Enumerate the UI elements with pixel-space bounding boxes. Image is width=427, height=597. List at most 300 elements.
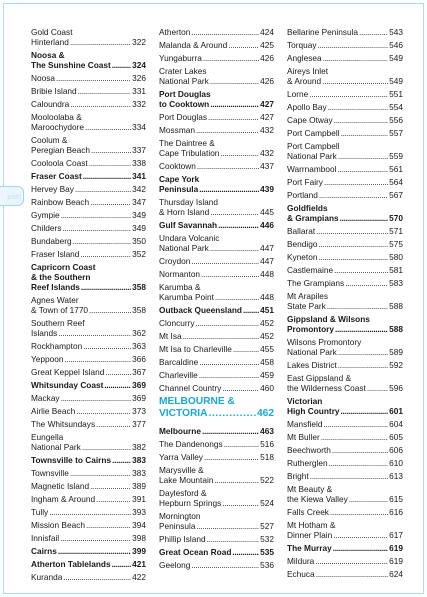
toc-entry[interactable] <box>287 40 403 50</box>
toc-entry[interactable] <box>159 488 274 508</box>
dot-leader <box>203 53 259 63</box>
toc-page-number: 524 <box>260 498 274 508</box>
toc-entry-title: Torquay <box>287 40 317 50</box>
toc-entry[interactable] <box>31 223 146 233</box>
toc-page-number: 583 <box>389 278 403 288</box>
toc-entry-title: Mildura <box>287 556 315 566</box>
toc-entry-title: Rainbow Beach <box>31 197 90 207</box>
toc-entry-title: Great Keppel Island <box>31 367 105 377</box>
toc-entry[interactable] <box>31 262 146 292</box>
toc-entry-title: Port Campbell <box>287 141 340 151</box>
dot-leader <box>345 278 388 288</box>
dot-leader <box>63 572 131 582</box>
toc-entry[interactable] <box>31 295 146 315</box>
toc-entry-title: Atherton Tablelands <box>31 559 111 569</box>
toc-page-number: 391 <box>132 494 146 504</box>
toc-entry[interactable] <box>31 406 146 416</box>
toc-page-number: 422 <box>132 572 146 582</box>
toc-entry[interactable] <box>287 520 403 540</box>
toc-entry[interactable] <box>31 520 146 530</box>
toc-entry[interactable] <box>159 452 274 462</box>
toc-entry-title: VICTORIA <box>159 408 208 419</box>
toc-page-number: 399 <box>132 546 146 556</box>
toc-entry[interactable] <box>159 161 274 171</box>
dot-leader <box>83 171 131 181</box>
toc-entry[interactable] <box>159 282 274 302</box>
dot-leader <box>73 236 132 246</box>
toc-entry[interactable] <box>287 445 403 455</box>
side-tab[interactable] <box>0 186 24 206</box>
toc-entry[interactable] <box>31 494 146 504</box>
toc-entry[interactable] <box>31 135 146 155</box>
dot-leader <box>191 256 259 266</box>
toc-page-number: 358 <box>132 282 146 292</box>
toc-entry[interactable] <box>287 569 403 579</box>
toc-entry[interactable] <box>31 468 146 478</box>
toc-page-number: 448 <box>260 269 274 279</box>
toc-page-number: 616 <box>389 507 403 517</box>
toc-entry-title: The Grampians <box>287 278 345 288</box>
dot-leader <box>62 223 131 233</box>
toc-entry-title: Crater Lakes <box>159 66 207 76</box>
dot-leader <box>327 301 388 311</box>
toc-entry-title: The Sunshine Coast <box>31 60 111 70</box>
dot-leader <box>196 521 259 531</box>
toc-entry[interactable] <box>31 481 146 491</box>
toc-page-number: 559 <box>389 151 403 161</box>
toc-entry[interactable] <box>159 138 274 158</box>
dot-leader <box>214 475 259 485</box>
dot-leader <box>183 331 260 341</box>
dot-leader <box>75 184 131 194</box>
toc-entry[interactable] <box>31 380 146 390</box>
toc-entry[interactable] <box>31 393 146 403</box>
toc-page-number: 358 <box>132 305 146 315</box>
toc-entry[interactable] <box>287 53 403 63</box>
toc-entry-title: Dinner Plain <box>287 530 333 540</box>
toc-entry-title: Coolum & <box>31 135 68 145</box>
toc-page-number: 571 <box>389 226 403 236</box>
toc-entry[interactable] <box>31 533 146 543</box>
toc-page-number: 446 <box>260 220 274 230</box>
dot-leader <box>64 354 131 364</box>
toc-entry-title: Mt Isa <box>159 331 182 341</box>
dot-leader <box>335 324 388 334</box>
toc-page-number: 601 <box>389 406 403 416</box>
toc-page-number: 619 <box>389 543 403 553</box>
toc-entry[interactable] <box>31 73 146 83</box>
dot-leader <box>321 432 388 442</box>
toc-entry-title: Noosa & <box>31 50 65 60</box>
toc-page-number: 383 <box>132 455 146 465</box>
dot-leader <box>80 249 131 259</box>
toc-column-1 <box>31 27 146 585</box>
toc-entry-title: Outback Queensland <box>159 305 242 315</box>
toc-entry[interactable] <box>31 546 146 556</box>
toc-entry-title: Melbourne <box>159 426 201 436</box>
toc-entry-title: Noosa <box>31 73 55 83</box>
toc-entry-title: Port Douglas <box>159 112 207 122</box>
dot-leader <box>367 383 388 393</box>
toc-page-number: 624 <box>389 569 403 579</box>
dot-leader <box>81 282 131 292</box>
toc-entry[interactable] <box>31 249 146 259</box>
toc-entry-title: Mansfield <box>287 419 323 429</box>
dot-leader <box>76 406 131 416</box>
dot-leader <box>315 556 388 566</box>
toc-page-number: 427 <box>260 99 274 109</box>
dot-leader <box>89 305 131 315</box>
toc-entry-title: Townsville to Cairns <box>31 455 112 465</box>
toc-entry[interactable] <box>287 278 403 288</box>
toc-entry-title: & Around <box>287 76 322 86</box>
toc-entry-title: Gold Coast <box>31 27 73 37</box>
dot-leader <box>207 534 260 544</box>
toc-entry-title: Barcaldine <box>159 357 199 367</box>
toc-entry[interactable] <box>287 164 403 174</box>
dot-leader <box>96 419 131 429</box>
toc-entry[interactable] <box>31 318 146 338</box>
dot-leader <box>222 498 259 508</box>
toc-entry[interactable] <box>287 27 403 37</box>
toc-entry-title: Cape Otway <box>287 115 333 125</box>
toc-entry-title: Fraser Island <box>31 249 80 259</box>
dot-leader <box>197 161 259 171</box>
toc-entry[interactable] <box>159 197 274 217</box>
toc-entry[interactable] <box>287 239 403 249</box>
toc-entry[interactable] <box>287 432 403 442</box>
toc-page-number: 452 <box>260 318 274 328</box>
toc-page-number: 459 <box>260 370 274 380</box>
dot-leader <box>60 533 131 543</box>
toc-entry-title: Capricorn Coast <box>31 262 96 272</box>
toc-entry[interactable] <box>31 367 146 377</box>
dot-leader <box>218 220 259 230</box>
toc-page-number: 518 <box>260 452 274 462</box>
toc-entry[interactable] <box>31 455 146 465</box>
toc-entry-title: Fraser Coast <box>31 171 82 181</box>
toc-entry[interactable] <box>287 419 403 429</box>
toc-entry-title: Peninsula <box>159 184 199 194</box>
dot-leader <box>196 318 260 328</box>
toc-entry[interactable] <box>31 236 146 246</box>
toc-page-number: 561 <box>389 164 403 174</box>
toc-entry-title: Bundaberg <box>31 236 72 246</box>
toc-entry[interactable] <box>287 484 403 504</box>
toc-entry[interactable] <box>287 252 403 262</box>
toc-page-number: 447 <box>260 256 274 266</box>
toc-entry-title: Mooloolaba & <box>31 112 82 122</box>
dot-leader <box>61 210 132 220</box>
dot-leader <box>96 494 131 504</box>
toc-entry[interactable] <box>287 507 403 517</box>
toc-page-number: 613 <box>389 471 403 481</box>
toc-entry-title: Cairns <box>31 546 57 556</box>
toc-page-number: 394 <box>132 520 146 530</box>
toc-entry-title: & Town of 1770 <box>31 305 89 315</box>
toc-entry[interactable] <box>287 226 403 236</box>
dot-leader <box>224 439 259 449</box>
toc-page-number: 551 <box>389 89 403 99</box>
toc-page-number: 326 <box>132 73 146 83</box>
toc-entry[interactable] <box>159 426 274 436</box>
dot-leader <box>318 40 389 50</box>
dot-leader <box>61 393 132 403</box>
toc-entry[interactable] <box>287 128 403 138</box>
toc-entry[interactable] <box>31 50 146 70</box>
toc-entry[interactable] <box>159 269 274 279</box>
toc-page-number: 362 <box>132 328 146 338</box>
toc-entry[interactable] <box>287 115 403 125</box>
toc-entry-title: Karumba Point <box>159 292 214 302</box>
toc-page-number: 369 <box>132 380 146 390</box>
toc-entry[interactable] <box>159 112 274 122</box>
toc-entry-title: Mackay <box>31 393 60 403</box>
toc-page-number: 615 <box>389 494 403 504</box>
toc-page-number: 610 <box>389 458 403 468</box>
toc-page-number: 522 <box>260 475 274 485</box>
toc-entry-title: Lorne <box>287 89 309 99</box>
toc-page-number: 536 <box>260 560 274 570</box>
toc-entry-title: Peninsula <box>159 521 196 531</box>
toc-entry[interactable] <box>31 27 146 47</box>
toc-entry[interactable] <box>287 203 403 223</box>
toc-entry[interactable] <box>31 572 146 582</box>
toc-page-number: 349 <box>132 210 146 220</box>
toc-page-number: 352 <box>132 249 146 259</box>
toc-page-number: 426 <box>260 76 274 86</box>
toc-entry[interactable] <box>31 171 146 181</box>
toc-entry[interactable] <box>31 184 146 194</box>
toc-entry-title: & Grampians <box>287 213 339 223</box>
toc-entry-title: Portland <box>287 190 318 200</box>
toc-page-number: 337 <box>132 145 146 155</box>
toc-entry[interactable] <box>31 210 146 220</box>
toc-entry-title: Thursday Island <box>159 197 219 207</box>
toc-entry-title: Mt Hotham & <box>287 520 336 530</box>
toc-entry[interactable] <box>287 396 403 416</box>
toc-page-number: 347 <box>132 197 146 207</box>
dot-leader <box>210 76 259 86</box>
toc-entry-title: High Country <box>287 406 340 416</box>
toc-entry-title: Port Douglas <box>159 89 211 99</box>
toc-entry[interactable] <box>31 112 146 132</box>
toc-entry-title: & the Southern <box>31 272 91 282</box>
toc-entry[interactable] <box>159 357 274 367</box>
toc-entry[interactable] <box>31 158 146 168</box>
toc-entry-title: Cape York <box>159 174 200 184</box>
toc-entry[interactable] <box>287 543 403 553</box>
toc-entry[interactable] <box>159 465 274 485</box>
toc-page-number: 350 <box>132 236 146 246</box>
toc-entry[interactable] <box>287 66 403 86</box>
dot-leader <box>222 383 259 393</box>
toc-entry[interactable] <box>159 560 274 570</box>
toc-entry[interactable] <box>31 559 146 569</box>
toc-entry-title: Promontory <box>287 324 335 334</box>
dot-leader <box>310 471 388 481</box>
toc-entry[interactable] <box>287 458 403 468</box>
toc-entry[interactable] <box>287 177 403 187</box>
dot-leader <box>232 547 259 557</box>
dot-leader <box>90 197 131 207</box>
toc-entry-title: Normanton <box>159 269 201 279</box>
toc-entry-title: to Cooktown <box>159 99 210 109</box>
toc-entry-title: Atherton <box>159 27 191 37</box>
toc-entry[interactable] <box>159 383 274 393</box>
toc-entry[interactable] <box>159 547 274 557</box>
toc-entry[interactable] <box>287 141 403 161</box>
toc-entry[interactable] <box>159 66 274 86</box>
toc-entry-title: Airlie Beach <box>31 406 76 416</box>
toc-page-number: 322 <box>132 37 146 47</box>
toc-entry[interactable] <box>287 471 403 481</box>
toc-entry[interactable] <box>159 125 274 135</box>
toc-entry-title: Charleville <box>159 370 198 380</box>
dot-leader <box>82 442 131 452</box>
toc-page-number: 377 <box>132 419 146 429</box>
dot-leader <box>89 158 131 168</box>
toc-entry[interactable] <box>159 40 274 50</box>
dot-leader <box>83 341 131 351</box>
toc-entry[interactable] <box>287 314 403 334</box>
toc-page-number: 617 <box>389 530 403 540</box>
toc-entry[interactable] <box>31 341 146 351</box>
toc-entry[interactable] <box>287 291 403 311</box>
toc-entry[interactable] <box>159 534 274 544</box>
toc-entry[interactable] <box>159 305 274 315</box>
toc-entry-title: Beechworth <box>287 445 331 455</box>
toc-entry[interactable] <box>159 27 274 37</box>
toc-entry[interactable] <box>159 89 274 109</box>
toc-entry-title: Kuranda <box>31 572 63 582</box>
toc-entry-title: Croydon <box>159 256 191 266</box>
toc-column-3 <box>287 27 403 582</box>
toc-page-number: 445 <box>260 207 274 217</box>
toc-page-number: 606 <box>389 445 403 455</box>
toc-entry-title: Mt Buller <box>287 432 320 442</box>
toc-entry-title: National Park <box>159 243 209 253</box>
toc-entry[interactable] <box>159 256 274 266</box>
dot-leader <box>359 27 388 37</box>
toc-entry-title: Anglesea <box>287 53 322 63</box>
toc-entry[interactable] <box>159 174 274 194</box>
toc-entry-title: Peregian Beach <box>31 145 91 155</box>
toc-entry[interactable] <box>287 102 403 112</box>
toc-entry[interactable] <box>159 318 274 328</box>
dot-leader <box>112 559 132 569</box>
toc-entry-title: Falls Creek <box>287 507 329 517</box>
toc-entry-title: Apollo Bay <box>287 102 327 112</box>
dot-leader <box>202 426 259 436</box>
toc-entry-title: Lake Mountain <box>159 475 214 485</box>
toc-section-heading[interactable] <box>159 396 274 420</box>
dot-leader <box>86 520 131 530</box>
toc-entry[interactable] <box>287 373 403 393</box>
toc-entry[interactable] <box>287 360 403 370</box>
toc-entry-title: Rutherglen <box>287 458 328 468</box>
toc-entry[interactable] <box>159 370 274 380</box>
toc-entry-title: Mission Beach <box>31 520 85 530</box>
toc-entry[interactable] <box>159 439 274 449</box>
toc-entry-title: Eungella <box>31 432 64 442</box>
dot-leader <box>70 37 131 47</box>
toc-entry-title: Aireys Inlet <box>287 66 329 76</box>
toc-entry[interactable] <box>31 197 146 207</box>
toc-entry[interactable] <box>159 331 274 341</box>
toc-page-number: 324 <box>132 60 146 70</box>
toc-page-number: 619 <box>389 556 403 566</box>
toc-entry[interactable] <box>31 86 146 96</box>
dot-leader <box>199 184 259 194</box>
toc-entry-title: Malanda & Around <box>159 40 228 50</box>
toc-page-number: 382 <box>132 442 146 452</box>
toc-entry[interactable] <box>287 190 403 200</box>
toc-page-number: 425 <box>260 40 274 50</box>
toc-entry[interactable] <box>287 265 403 275</box>
toc-entry-title: National Park <box>159 76 209 86</box>
toc-entry-title: Bellarine Peninsula <box>287 27 359 37</box>
toc-entry-title: Whitsunday Coast <box>31 380 104 390</box>
toc-entry-title: Gippsland & Wilsons <box>287 314 370 324</box>
toc-entry-title: Bendigo <box>287 239 318 249</box>
dot-leader <box>318 252 388 262</box>
toc-entry[interactable] <box>31 99 146 109</box>
toc-entry[interactable] <box>159 233 274 253</box>
toc-page-number: 549 <box>389 76 403 86</box>
toc-entry-title: Gulf Savannah <box>159 220 218 230</box>
toc-entry[interactable] <box>159 53 274 63</box>
toc-page-number: 556 <box>389 115 403 125</box>
toc-entry-title: Echuca <box>287 569 315 579</box>
toc-entry[interactable] <box>31 419 146 429</box>
toc-page-number: 557 <box>389 128 403 138</box>
toc-entry-title: Bright <box>287 471 309 481</box>
dot-leader <box>191 27 259 37</box>
toc-page-number: 580 <box>389 252 403 262</box>
toc-entry[interactable] <box>287 556 403 566</box>
dot-leader <box>70 99 131 109</box>
toc-entry[interactable] <box>159 344 274 354</box>
dot-leader <box>56 73 131 83</box>
toc-entry[interactable] <box>31 507 146 517</box>
toc-page-number: 393 <box>132 507 146 517</box>
toc-entry-title: & Horn Island <box>159 207 210 217</box>
side-tab-label: psel <box>7 192 21 201</box>
toc-entry[interactable] <box>31 354 146 364</box>
toc-entry-title: National Park <box>31 442 81 452</box>
dot-leader <box>333 543 388 553</box>
toc-page-number: 463 <box>260 426 274 436</box>
toc-page-number: 334 <box>132 122 146 132</box>
toc-page-number: 383 <box>132 468 146 478</box>
toc-page-number: 462 <box>257 408 274 419</box>
toc-entry-title: Karumba & <box>159 282 201 292</box>
toc-entry[interactable] <box>159 220 274 230</box>
toc-entry[interactable] <box>31 432 146 452</box>
toc-page-number: 448 <box>260 292 274 302</box>
toc-entry[interactable] <box>159 511 274 531</box>
toc-entry[interactable] <box>287 337 403 357</box>
toc-entry-title: Yeppoon <box>31 354 64 364</box>
dot-leader <box>209 408 257 420</box>
toc-entry-title: Cooloola Coast <box>31 158 88 168</box>
dot-leader <box>341 406 389 416</box>
toc-entry[interactable] <box>287 89 403 99</box>
toc-page-number: 589 <box>389 347 403 357</box>
toc-page-number: 575 <box>389 239 403 249</box>
dot-leader <box>323 53 389 63</box>
